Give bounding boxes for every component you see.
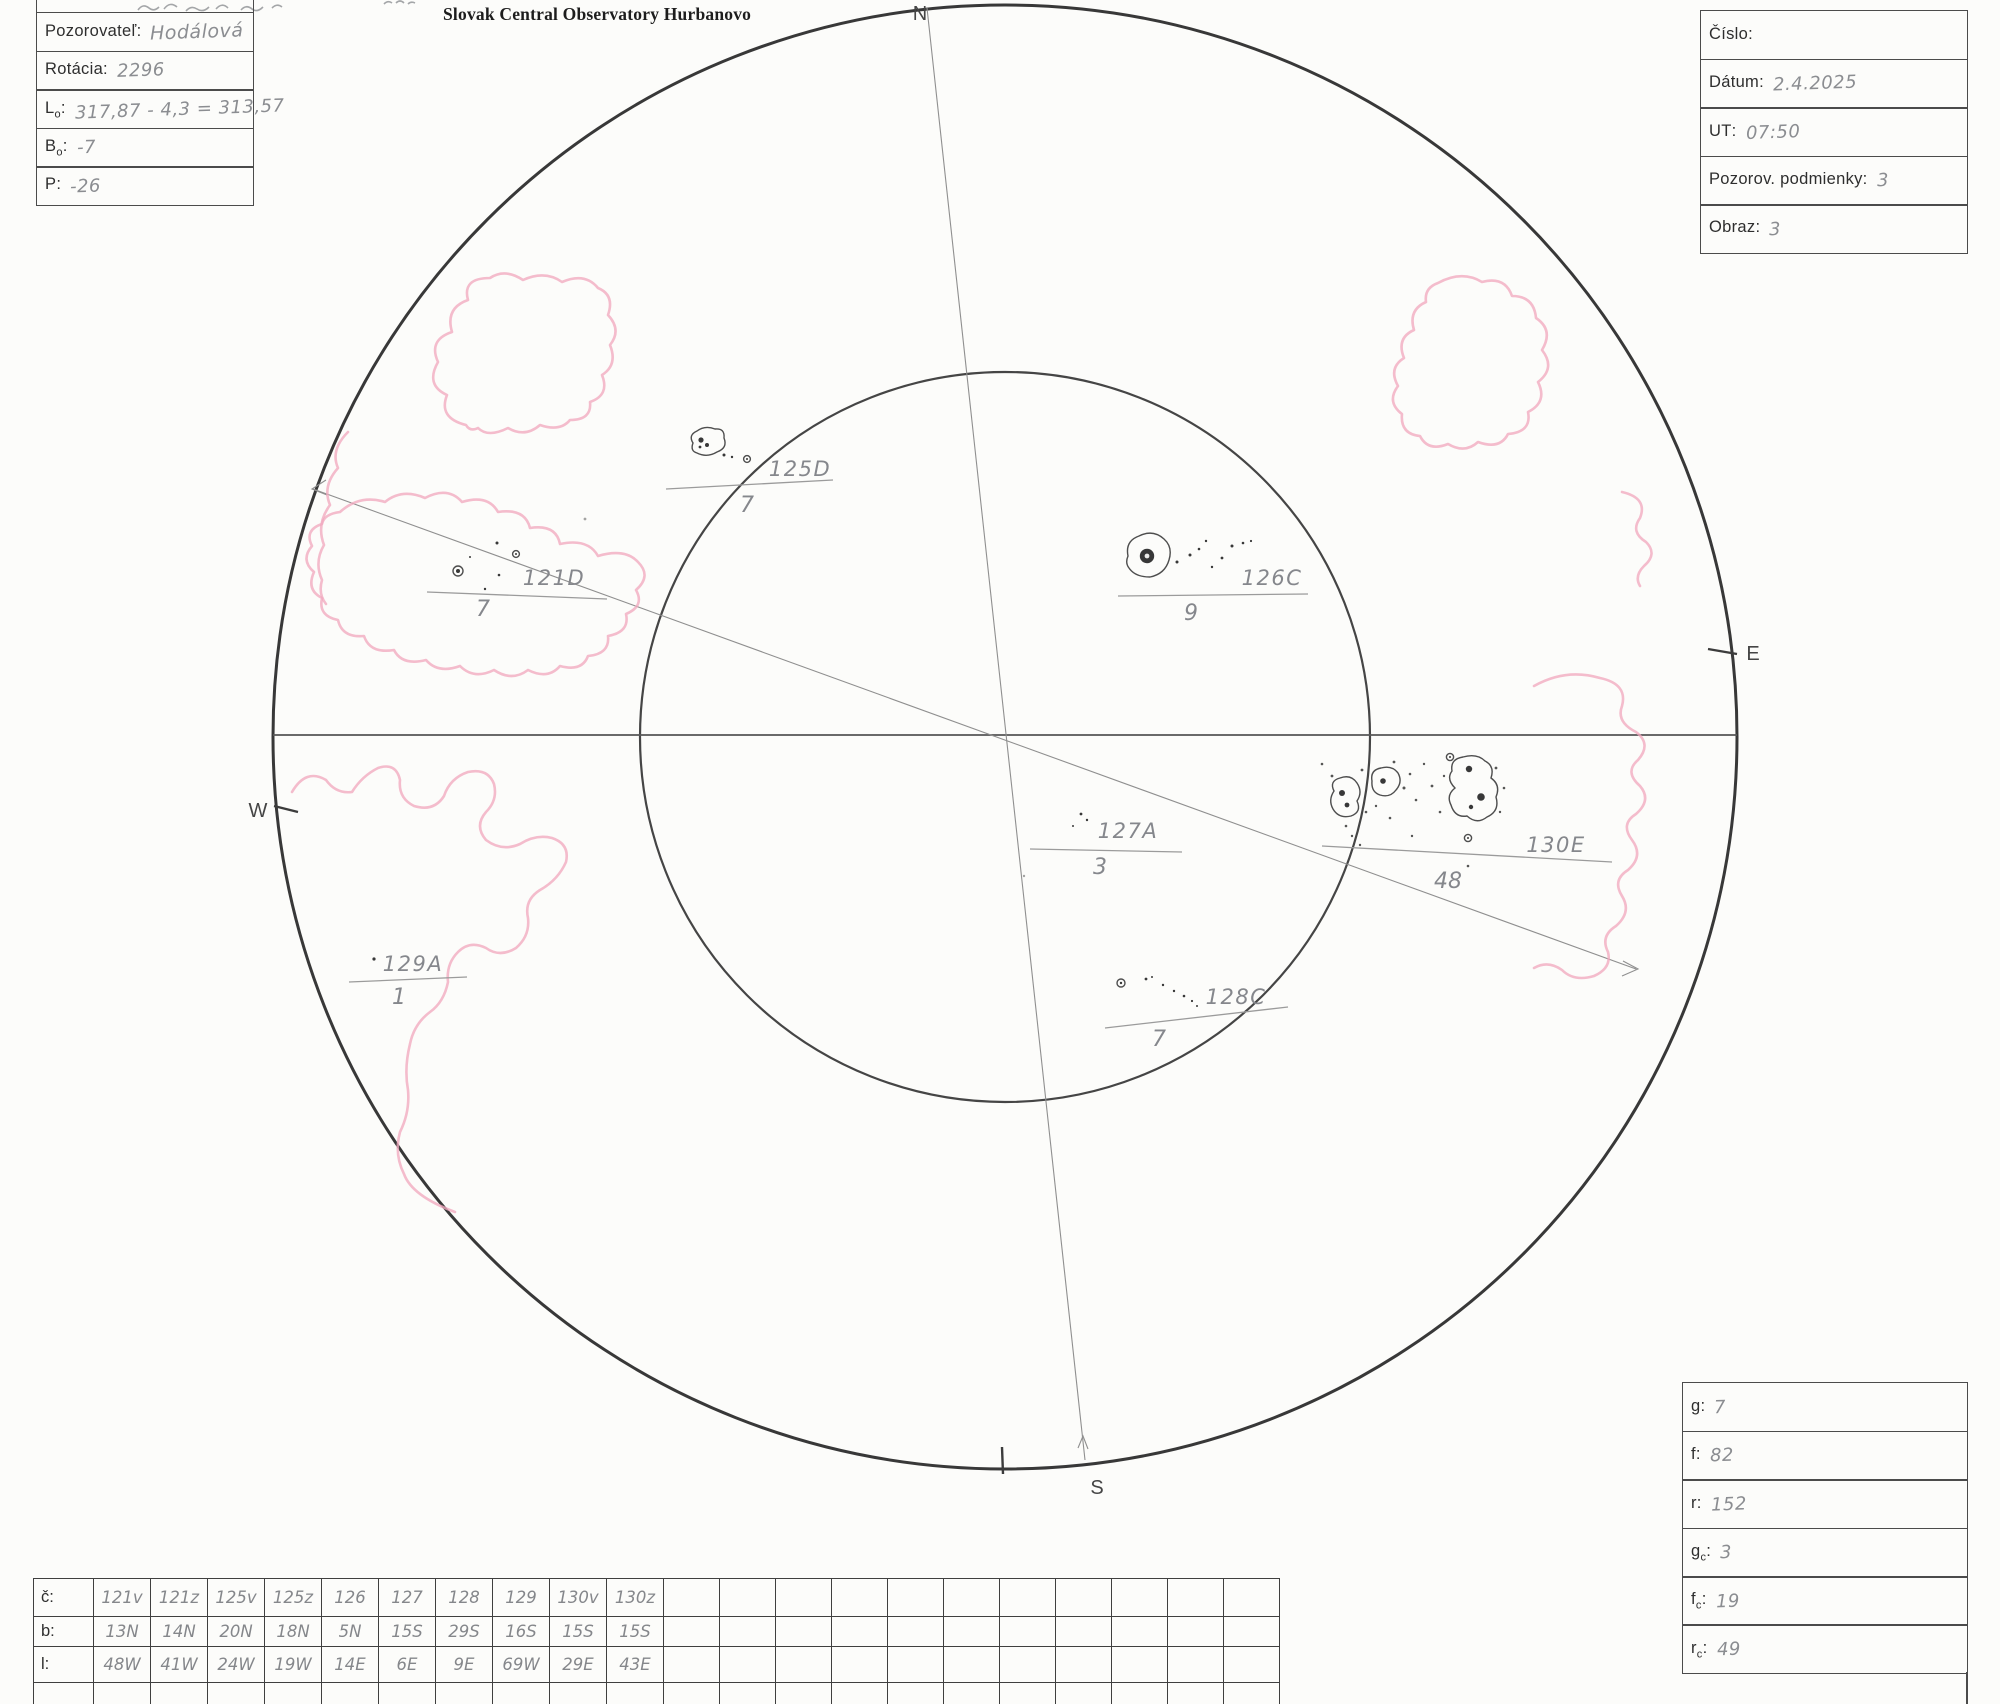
table-cell-empty xyxy=(1000,1617,1056,1647)
table-cell: 43E xyxy=(607,1647,664,1683)
table-cell: 14E xyxy=(322,1647,379,1683)
form-row-g xyxy=(1682,1382,1968,1432)
group-label: 130E xyxy=(1526,833,1586,857)
sunspot-group-129a xyxy=(349,952,467,1010)
table-cell: 130v xyxy=(550,1579,607,1617)
field-label: Rotácia: xyxy=(45,60,108,79)
table-cell-empty xyxy=(1056,1617,1112,1647)
table-cell-empty xyxy=(1112,1683,1168,1704)
bottom-tick xyxy=(1002,1447,1003,1474)
table-cell-empty xyxy=(888,1647,944,1683)
table-cell-empty xyxy=(322,1683,379,1704)
field-label: $f_c$: xyxy=(1691,1590,1707,1612)
facula-outline xyxy=(292,767,567,1213)
table-cell-empty xyxy=(664,1647,720,1683)
table-cell-empty xyxy=(493,1683,550,1704)
field-label: Pozorovateľ: xyxy=(45,21,142,40)
table-cell-empty xyxy=(1056,1579,1112,1617)
sunspot-group-130e xyxy=(1321,753,1612,894)
table-cell: 13N xyxy=(94,1617,151,1647)
table-cell-empty xyxy=(832,1617,888,1647)
form-row-datum xyxy=(1700,59,1968,109)
sunspot-group-126c xyxy=(1118,533,1308,626)
table-cell-empty xyxy=(1056,1683,1112,1704)
table-cell: 29S xyxy=(436,1617,493,1647)
field-value: 317,87 - 4,3 = 313,57 xyxy=(74,95,285,124)
form-row-pozorovatel xyxy=(36,12,254,52)
table-cell-empty xyxy=(265,1683,322,1704)
table-cell-empty xyxy=(151,1683,208,1704)
group-label: 121D xyxy=(522,566,586,590)
table-cell-empty xyxy=(720,1683,776,1704)
field-value: 152 xyxy=(1710,1493,1747,1516)
table-cell-empty xyxy=(888,1683,944,1704)
table-cell-empty xyxy=(720,1647,776,1683)
table-row-label: č: xyxy=(34,1579,94,1617)
group-underline xyxy=(1030,849,1182,852)
table-cell-empty xyxy=(1112,1617,1168,1647)
table-cell-empty xyxy=(664,1683,720,1704)
group-count: 1 xyxy=(392,985,406,1010)
table-cell: 128 xyxy=(436,1579,493,1617)
field-label: P: xyxy=(45,175,62,194)
group-label: 127A xyxy=(1097,819,1159,843)
field-label: $B_o$: xyxy=(45,136,68,159)
observer-info-box xyxy=(36,0,285,206)
table-cell-empty xyxy=(607,1683,664,1704)
table-cell: 14N xyxy=(151,1617,208,1647)
form-row-podmienky xyxy=(1700,156,1968,206)
table-cell: 125v xyxy=(208,1579,265,1617)
group-underline xyxy=(666,480,833,489)
field-value: 2296 xyxy=(116,59,166,83)
sunspot-group-125d xyxy=(666,427,833,518)
table-cell: 19W xyxy=(265,1647,322,1683)
table-cell-empty xyxy=(720,1617,776,1647)
group-label: 126C xyxy=(1241,566,1303,590)
group-underline xyxy=(427,592,607,599)
field-value: Hodálová xyxy=(150,19,245,46)
drift-diagonal-line xyxy=(313,489,1636,969)
table-cell: 15S xyxy=(607,1617,664,1647)
table-cell-empty xyxy=(1000,1647,1056,1683)
table-cell: 24W xyxy=(208,1647,265,1683)
group-underline xyxy=(1105,1007,1288,1028)
table-cell: 129 xyxy=(493,1579,550,1617)
field-value: 3 xyxy=(1876,169,1889,192)
group-count: 7 xyxy=(1152,1027,1166,1052)
field-label: $L_o$: xyxy=(45,98,66,120)
table-cell-empty xyxy=(888,1617,944,1647)
table-row-label xyxy=(34,1683,94,1704)
table-row-label: b: xyxy=(34,1617,94,1647)
counts-box xyxy=(1682,1384,1968,1674)
page-title: Slovak Central Observatory Hurbanovo xyxy=(443,4,752,24)
compass-south-label: S xyxy=(1090,1477,1104,1499)
field-value: 07:50 xyxy=(1745,120,1801,144)
table-cell-empty xyxy=(720,1579,776,1617)
form-row-rc xyxy=(1682,1624,1968,1674)
groups-table xyxy=(33,1578,1280,1704)
table-row-label: l: xyxy=(34,1647,94,1683)
table-cell-empty xyxy=(1056,1647,1112,1683)
table-cell-empty xyxy=(832,1647,888,1683)
field-value: 49 xyxy=(1716,1638,1741,1661)
group-count: 7 xyxy=(740,493,754,518)
table-cell: 18N xyxy=(265,1617,322,1647)
table-cell-empty xyxy=(208,1683,265,1704)
table-cell-empty xyxy=(1112,1647,1168,1683)
facula-outline xyxy=(306,493,644,676)
table-cell-empty xyxy=(664,1579,720,1617)
table-cell-empty xyxy=(1224,1683,1280,1704)
field-label: Obraz: xyxy=(1709,218,1761,237)
form-row-obraz xyxy=(1700,204,1968,254)
table-cell: 126 xyxy=(322,1579,379,1617)
sunspot-group-121d xyxy=(427,542,607,623)
table-cell-empty xyxy=(1224,1647,1280,1683)
table-cell-empty xyxy=(776,1617,832,1647)
field-value: 2.4.2025 xyxy=(1772,71,1858,96)
facula-outline xyxy=(433,273,615,433)
table-cell-empty xyxy=(94,1683,151,1704)
table-cell-empty xyxy=(944,1579,1000,1617)
group-label: 129A xyxy=(382,952,444,976)
table-cell-empty xyxy=(944,1647,1000,1683)
compass-west-label: W xyxy=(248,800,268,822)
table-cell-empty xyxy=(776,1579,832,1617)
table-cell-empty xyxy=(436,1683,493,1704)
table-cell: 15S xyxy=(379,1617,436,1647)
table-cell-empty xyxy=(832,1579,888,1617)
table-cell-empty xyxy=(1224,1617,1280,1647)
group-label: 125D xyxy=(768,457,832,481)
form-row-f xyxy=(1682,1431,1968,1481)
table-row-partial xyxy=(34,1683,1280,1704)
field-label: Pozorov. podmienky: xyxy=(1709,169,1868,188)
form-row-rotacia xyxy=(36,51,254,91)
table-cell: 29E xyxy=(550,1647,607,1683)
rotation-axis-line xyxy=(927,8,1085,1460)
table-cell-empty xyxy=(944,1617,1000,1647)
table-cell: 48W xyxy=(94,1647,151,1683)
table-cell-empty xyxy=(550,1683,607,1704)
table-cell-empty xyxy=(1000,1579,1056,1617)
compass-east-label: E xyxy=(1746,643,1760,665)
form-row-ut xyxy=(1700,107,1968,157)
field-label: Dátum: xyxy=(1709,73,1764,92)
group-count: 7 xyxy=(476,597,490,622)
group-count: 48 xyxy=(1434,869,1462,894)
table-cell-empty xyxy=(1168,1647,1224,1683)
table-row-l xyxy=(34,1647,1280,1683)
facula-outline xyxy=(1393,276,1548,448)
table-cell: 127 xyxy=(379,1579,436,1617)
table-cell-empty xyxy=(1112,1579,1168,1617)
table-cell-empty xyxy=(664,1617,720,1647)
sunspot-group-128c xyxy=(1105,976,1288,1052)
table-row-b xyxy=(34,1617,1280,1647)
table-cell: 15S xyxy=(550,1617,607,1647)
field-value: 3 xyxy=(1768,218,1782,240)
field-label: $r_c$: xyxy=(1691,1638,1708,1661)
table-cell: 20N xyxy=(208,1617,265,1647)
table-cell: 6E xyxy=(379,1647,436,1683)
session-info-box xyxy=(1700,12,1968,254)
table-cell: 69W xyxy=(493,1647,550,1683)
form-row-fc xyxy=(1682,1576,1968,1626)
field-label: f: xyxy=(1691,1445,1701,1464)
table-cell: 121z xyxy=(151,1579,208,1617)
field-label: g: xyxy=(1691,1396,1706,1415)
table-cell-empty xyxy=(1168,1617,1224,1647)
table-cell: 125z xyxy=(265,1579,322,1617)
form-row-gc xyxy=(1682,1528,1968,1578)
field-label: UT: xyxy=(1709,121,1737,140)
field-value: 7 xyxy=(1714,1396,1727,1419)
form-row-r xyxy=(1682,1479,1968,1529)
table-cell-empty xyxy=(1000,1683,1056,1704)
form-row-b0 xyxy=(36,128,254,168)
form-row-l0 xyxy=(36,89,285,129)
table-cell-empty xyxy=(1168,1683,1224,1704)
scan-edge-line xyxy=(1966,1672,1968,1704)
table-cell: 5N xyxy=(322,1617,379,1647)
table-cell-empty xyxy=(1168,1579,1224,1617)
table-cell: 16S xyxy=(493,1617,550,1647)
solar-disk-outline xyxy=(273,5,1737,1469)
table-cell-empty xyxy=(776,1683,832,1704)
form-row-cislo xyxy=(1700,10,1968,60)
field-value: 82 xyxy=(1709,1444,1735,1467)
group-label: 128C xyxy=(1205,985,1267,1009)
table-cell-empty xyxy=(888,1579,944,1617)
field-label: $g_c$: xyxy=(1691,1541,1712,1564)
compass-north-label: N xyxy=(912,3,928,25)
field-label: r: xyxy=(1691,1493,1702,1512)
field-value: 19 xyxy=(1715,1590,1740,1612)
table-cell-empty xyxy=(379,1683,436,1704)
group-count: 9 xyxy=(1184,601,1198,626)
form-row-p xyxy=(36,166,254,206)
table-cell: 41W xyxy=(151,1647,208,1683)
table-cell-empty xyxy=(1224,1579,1280,1617)
table-cell: 9E xyxy=(436,1647,493,1683)
table-cell-empty xyxy=(944,1683,1000,1704)
table-row-cislo xyxy=(34,1579,1280,1617)
facula-outline xyxy=(1622,492,1652,586)
facula-outline xyxy=(1534,674,1645,978)
field-label: Číslo: xyxy=(1709,24,1753,43)
group-count: 3 xyxy=(1093,855,1107,880)
table-cell: 130z xyxy=(607,1579,664,1617)
faculae-outlines xyxy=(292,273,1652,1212)
group-underline xyxy=(1118,594,1308,596)
field-value: 3 xyxy=(1719,1541,1733,1564)
field-value: -7 xyxy=(76,136,96,159)
facula-outline xyxy=(318,432,348,604)
group-underline xyxy=(349,977,467,982)
field-value: -26 xyxy=(69,174,102,198)
table-cell-empty xyxy=(776,1647,832,1683)
table-cell: 121v xyxy=(94,1579,151,1617)
sunspot-group-127a xyxy=(1030,813,1182,880)
table-cell-empty xyxy=(832,1683,888,1704)
